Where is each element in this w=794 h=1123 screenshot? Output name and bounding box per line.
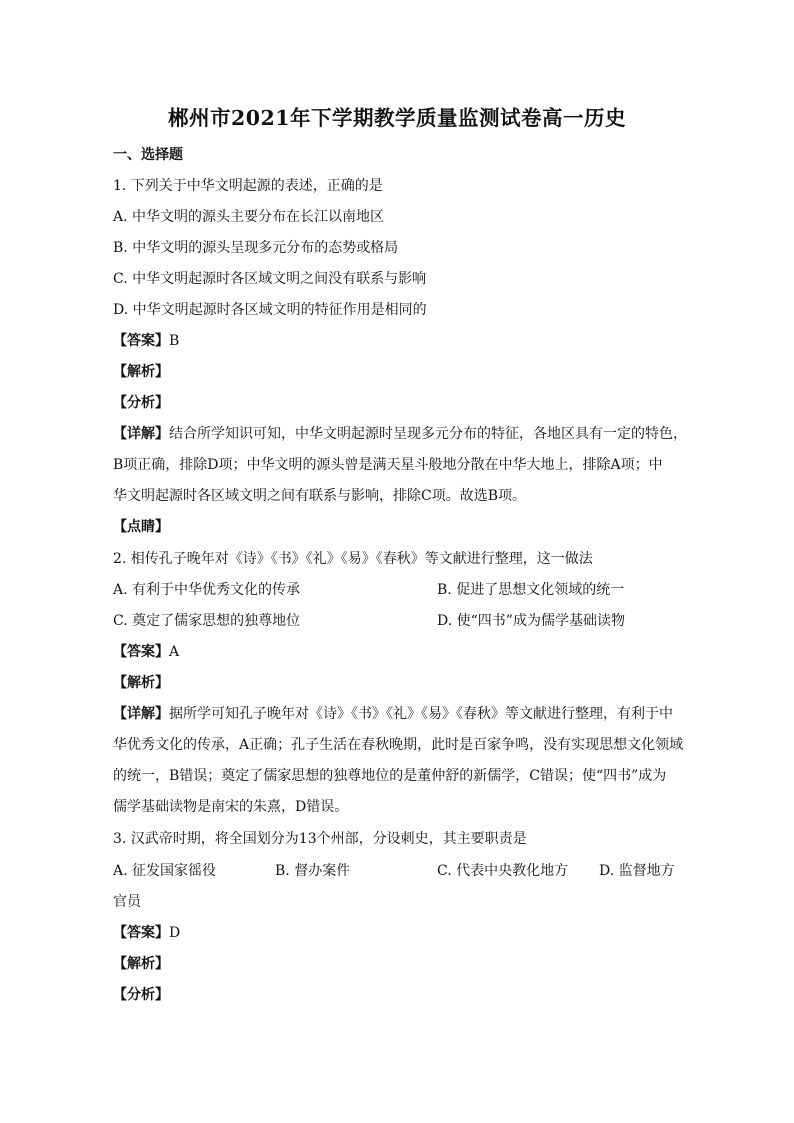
section-heading: 一、选择题	[113, 147, 183, 163]
q2-stem: 2. 相传孔子晚年对《诗》《书》《礼》《易》《春秋》等文献进行整理，这一做法	[113, 551, 593, 567]
q2-answer-value: A	[169, 644, 180, 660]
q2-detail-label: 【详解】	[113, 706, 169, 722]
q1-answer-value: B	[169, 333, 180, 349]
q2-option-d: D. 使“四书”成为儒学基础读物	[437, 613, 625, 629]
q1-dianjing-label: 【点睛】	[113, 519, 169, 535]
q1-option-c: C. 中华文明起源时各区域文明之间没有联系与影响	[113, 271, 427, 287]
q1-option-b: B. 中华文明的源头呈现多元分布的态势或格局	[113, 240, 399, 256]
q2-option-a: A. 有利于中华优秀文化的传承	[113, 582, 301, 598]
q2-option-c: C. 奠定了儒家思想的独尊地位	[113, 613, 301, 629]
q3-option-d-continued: 官员	[113, 894, 141, 910]
q3-option-c: C. 代表中央教化地方	[437, 863, 569, 879]
q1-analysis-label: 【解析】	[113, 364, 169, 380]
q3-option-b: B. 督办案件	[275, 863, 351, 879]
q3-answer-value: D	[169, 925, 181, 941]
q3-option-d: D. 监督地方	[599, 863, 675, 879]
q1-detail-line-2: B项正确，排除D项；中华文明的源头曾是满天星斗般地分散在中华大地上，排除A项；中	[113, 457, 663, 473]
q1-detail-line-3: 华文明起源时各区域文明之间有联系与影响，排除C项。故选B项。	[113, 488, 526, 504]
q2-answer	[113, 642, 179, 662]
q3-analysis-label: 【解析】	[113, 956, 169, 972]
q1-detail-text-1: 结合所学知识可知，中华文明起源时呈现多元分布的特征，各地区具有一定的特色，	[169, 426, 687, 442]
q3-stem: 3. 汉武帝时期，将全国划分为13个州部，分设刺史，其主要职责是	[113, 831, 527, 847]
q2-detail-line-3: 的统一，B错误；奠定了儒家思想的独尊地位的是董仲舒的新儒学，C错误；使“四书”成为	[113, 768, 667, 784]
q3-option-a: A. 征发国家徭役	[113, 863, 217, 879]
q1-answer-label: 【答案】	[113, 333, 169, 349]
q2-detail-line-4: 儒学基础读物是南宋的朱熹，D错误。	[113, 799, 349, 815]
q2-option-b: B. 促进了思想文化领域的统一	[437, 582, 625, 598]
q3-answer	[113, 923, 180, 943]
q1-stem: 1. 下列关于中华文明起源的表述，正确的是	[113, 178, 383, 194]
q1-answer	[113, 331, 179, 351]
q2-detail-text-1: 据所学可知孔子晚年对《诗》《书》《礼》《易》《春秋》等文献进行整理，有利于中	[169, 706, 673, 722]
q2-analysis-label: 【解析】	[113, 675, 169, 691]
q1-detail-line-1	[113, 424, 687, 444]
q2-detail-line-1	[113, 704, 673, 724]
q2-detail-line-2: 华优秀文化的传承，A正确；孔子生活在春秋晚期，此时是百家争鸣，没有实现思想文化领域	[113, 737, 684, 753]
page-title: 郴州市2021年下学期教学质量监测试卷高一历史	[167, 106, 627, 130]
q1-option-a: A. 中华文明的源头主要分布在长江以南地区	[113, 209, 385, 225]
q2-answer-label: 【答案】	[113, 644, 169, 660]
q3-fenxi-label: 【分析】	[113, 987, 169, 1003]
q1-detail-label: 【详解】	[113, 426, 169, 442]
q1-option-d: D. 中华文明起源时各区域文明的特征作用是相同的	[113, 302, 427, 318]
q1-fenxi-label: 【分析】	[113, 395, 169, 411]
q3-answer-label: 【答案】	[113, 925, 169, 941]
